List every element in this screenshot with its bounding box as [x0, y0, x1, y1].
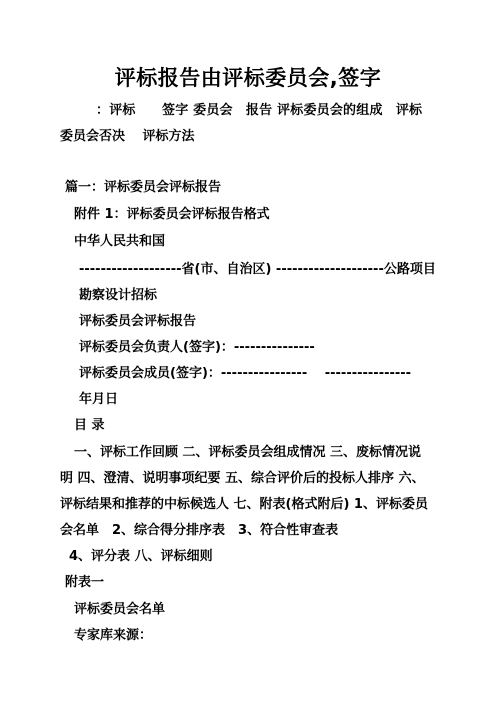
project-line-char: 目	[422, 262, 436, 277]
source-label: 专家库来源：	[74, 628, 153, 643]
project-line-left: -------------------省(市、自治区) --------------------公	[79, 262, 397, 277]
project-line-char: 项	[409, 262, 423, 277]
country-line: 中华人民共和国	[74, 234, 166, 249]
document-title: 评标报告由评标委员会,签字	[114, 66, 382, 90]
chair-signature-line: 评标委员会负责人(签字)：---------------	[79, 340, 315, 355]
toc-line: 会名单 2、综合得分排序表 3、符合性审查表	[60, 523, 339, 538]
toc-line: 一、评标工作回顾 二、评标委员会组成情况 三、废标情况说	[74, 445, 422, 460]
attachment-line: 附件 1：评标委员会评标报告格式	[74, 207, 270, 222]
toc-heading: 目 录	[74, 418, 105, 433]
toc-line: 明 四、澄清、说明事项纪要 五、综合评价后的投标人排序 六、	[60, 471, 425, 486]
toc-line: 评标结果和推荐的中标候选人 七、附表(格式附后) 1、评标委员	[60, 497, 428, 512]
member-signature-line: 评标委员会成员(签字)：---------------- ----------------	[79, 366, 412, 381]
project-type-line: 勘察设计招标	[79, 288, 158, 303]
section-heading: 篇一：评标委员会评标报告	[65, 180, 222, 195]
project-line	[79, 262, 435, 278]
report-name-line: 评标委员会评标报告	[79, 314, 197, 329]
toc-line: 4、评分表 八、评标细则	[69, 549, 213, 564]
appendix-heading: 附表一	[65, 575, 105, 590]
keywords-line-1: ：评标 签字 委员会 报告 评标委员会的组成 评标	[96, 103, 423, 118]
appendix-title: 评标委员会名单	[74, 602, 166, 617]
keywords-line-2: 委员会否决 评标方法	[60, 129, 195, 144]
date-line: 年月日	[79, 392, 119, 407]
project-line-char: 路	[396, 262, 410, 277]
